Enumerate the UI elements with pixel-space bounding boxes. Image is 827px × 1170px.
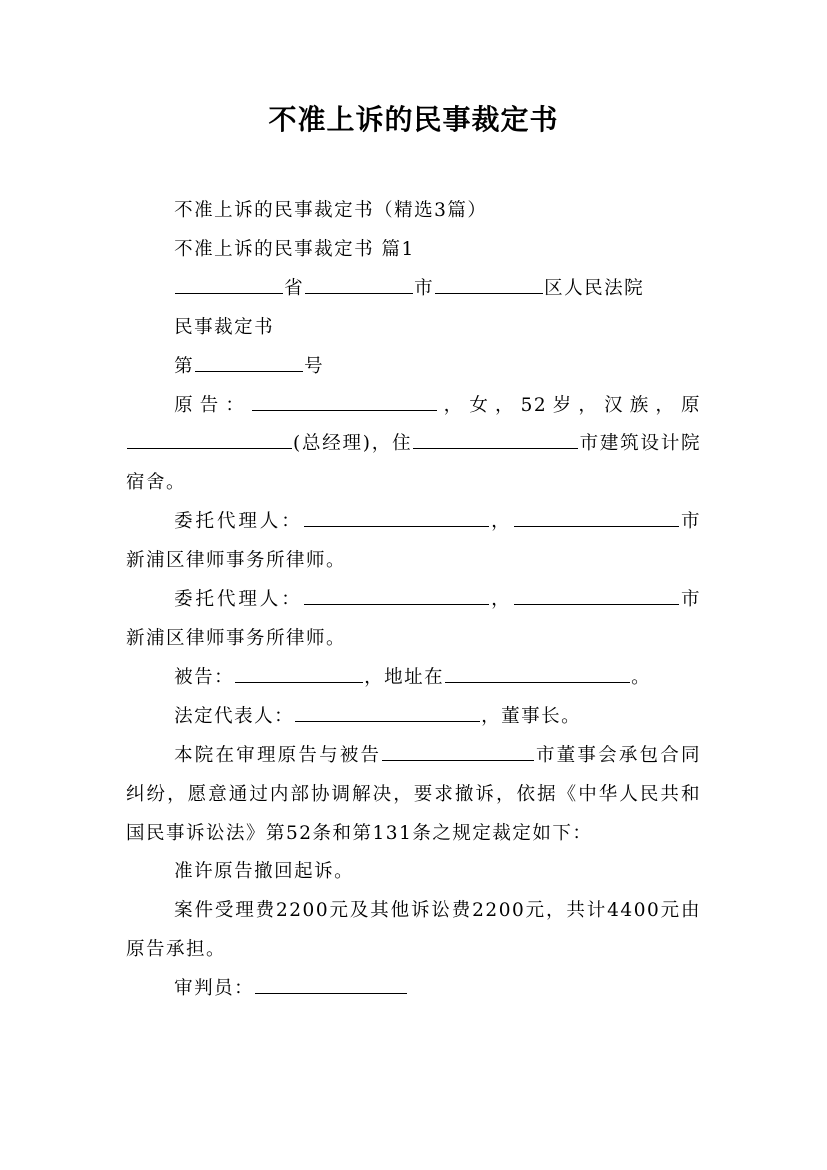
agent2-sep: ， <box>489 589 513 611</box>
blank-plaintiff-name <box>252 391 437 411</box>
blank-agent1-city <box>514 508 679 528</box>
plaintiff-paragraph <box>126 387 701 504</box>
defendant-label: 被告： <box>174 666 235 688</box>
plaintiff-details: ，女，52岁，汉族，原 <box>438 394 701 416</box>
article-heading: 不准上诉的民事裁定书 篇1 <box>174 238 415 260</box>
plaintiff-position: (总经理)，住 <box>293 433 413 455</box>
blank-agent2-city <box>514 586 679 606</box>
blank-ruling-defendant <box>382 741 534 761</box>
blank-number <box>195 352 303 372</box>
number-line <box>126 348 701 387</box>
doc-type: 民事裁定书 <box>174 316 275 338</box>
ruling-intro-body: 市董事会承包合同纠纷，愿意通过内部协调解决，要求撤诉，依据《中华人民共和国民事诉讼法》第52条和第131条之规定裁定如下： <box>126 744 701 844</box>
fees-text: 案件受理费2200元及其他诉讼费2200元，共计4400元由原告承担。 <box>126 900 701 961</box>
legal-rep-label: 法定代表人： <box>174 705 295 727</box>
blank-district <box>435 274 543 294</box>
document-title: 不准上诉的民事裁定书 <box>268 103 559 136</box>
doc-type-line <box>126 309 701 348</box>
agent2-tail: 市新浦区律师事务所律师。 <box>126 589 701 649</box>
blank-city <box>305 274 413 294</box>
agent2-label: 委托代理人： <box>174 589 303 611</box>
court-line <box>126 270 701 309</box>
court-province-label: 省 <box>284 277 305 299</box>
ruling-paragraph <box>126 853 701 892</box>
agent2-paragraph <box>126 581 701 659</box>
judge-line <box>126 970 701 1009</box>
ruling-intro-lead: 本院在审理原告与被告 <box>174 744 382 766</box>
blank-plaintiff-employer <box>127 430 292 450</box>
blank-agent2-name <box>304 586 489 606</box>
plaintiff-label: 原告： <box>174 394 252 416</box>
blank-defendant-name <box>235 663 363 683</box>
judge-label: 审判员： <box>174 978 255 1000</box>
defendant-address-label: ，地址在 <box>364 666 445 688</box>
agent1-sep: ， <box>489 511 513 533</box>
ruling-intro-paragraph <box>126 737 701 854</box>
blank-judge-name <box>255 975 407 995</box>
fees-paragraph <box>126 892 701 970</box>
blank-legal-rep-name <box>295 702 480 722</box>
article-heading-line <box>126 231 701 270</box>
subtitle: 不准上诉的民事裁定书（精选3篇） <box>174 200 488 221</box>
subtitle-line <box>126 192 701 231</box>
legal-rep-paragraph <box>126 698 701 737</box>
legal-rep-tail: ，董事长。 <box>481 705 582 727</box>
court-city-label: 市 <box>414 277 435 299</box>
blank-defendant-address <box>445 663 630 683</box>
blank-plaintiff-address <box>413 430 578 450</box>
agent1-label: 委托代理人： <box>174 511 303 533</box>
plaintiff-address-tail: 市建筑设计院宿舍。 <box>126 433 701 494</box>
blank-province <box>175 274 283 294</box>
defendant-paragraph <box>126 659 701 698</box>
defendant-end: 。 <box>631 666 652 688</box>
court-name-label: 区人民法院 <box>544 277 645 299</box>
agent1-tail: 市新浦区律师事务所律师。 <box>126 511 701 572</box>
number-prefix: 第 <box>174 355 195 377</box>
agent1-paragraph <box>126 503 701 581</box>
blank-agent1-name <box>304 508 489 528</box>
number-suffix: 号 <box>304 355 325 377</box>
document-body <box>126 192 701 1009</box>
ruling-text: 准许原告撤回起诉。 <box>174 861 355 883</box>
